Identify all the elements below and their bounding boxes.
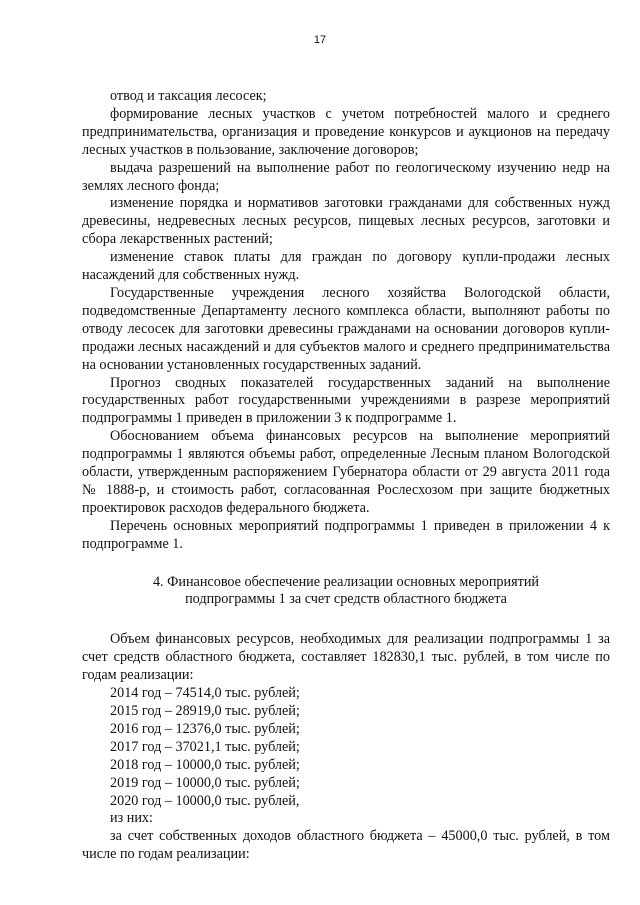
- section-heading-line-1: 4. Финансовое обеспечение реализации основных мероприятий: [152, 573, 540, 590]
- section-heading: [82, 574, 610, 610]
- paragraph-own-revenue: за счет собственных доходов областного бюджета – 45000,0 тыс. рублей, в том числе по годам реализации:: [82, 828, 610, 863]
- paragraph-measures-list: Перечень основных мероприятий подпрограммы 1 приведен в приложении 4 к подпрограмме 1.: [82, 517, 610, 552]
- paragraph-harvest-norms: изменение порядка и нормативов заготовки гражданами для собственных нужд древесины, недревесных лесных ресурсов, пищевых лесных ресурсов, заготовки и сбора лекарственных растений;: [82, 195, 610, 248]
- page-content: [82, 88, 610, 864]
- paragraph-state-institutions: Государственные учреждения лесного хозяйства Вологодской области, подведомственные Департаменту лесного комплекса области, выполняют работы по отводу лесосек для заготовки древесины гражданами на основании договоров купли-продажи лесных насаждений и для субъектов малого и среднего предпринимательства на основании установленных государственных заданий.: [82, 284, 610, 373]
- paragraph-justification: Обоснованием объема финансовых ресурсов на выполнение мероприятий подпрограммы 1 являются объемы работ, определенные Лесным планом Вологодской области, утвержденным распоряжением Губернатора области от 29 августа 2011 года № 1888-р, и стоимость работ, согласованная Рослесхозом при защите бюджетных проектировок расходов федерального бюджета.: [82, 428, 610, 516]
- page-number: 17: [313, 34, 327, 46]
- year-item-2015: 2015 год – 28919,0 тыс. рублей;: [110, 703, 300, 719]
- paragraph-lesosek: отвод и таксация лесосек;: [110, 88, 267, 104]
- year-item-2019: 2019 год – 10000,0 тыс. рублей;: [110, 774, 300, 791]
- of-them-label: из них:: [110, 810, 153, 827]
- year-item-2020: 2020 год – 10000,0 тыс. рублей,: [110, 792, 300, 809]
- year-item-2014: 2014 год – 74514,0 тыс. рублей;: [110, 685, 300, 702]
- year-item-2016: 2016 год – 12376,0 тыс. рублей;: [110, 720, 300, 737]
- years-list: [82, 685, 610, 828]
- section-heading-line-2: подпрограммы 1 за счет средств областного бюджета: [185, 591, 507, 608]
- paragraph-payment-rates: изменение ставок платы для граждан по договору купли-продажи лесных насаждений для собственных нужд.: [82, 249, 610, 284]
- paragraph-forming-plots: формирование лесных участков с учетом потребностей малого и среднего предпринимательства, организация и проведение конкурсов и аукционов на передачу лесных участков в пользование, заключение договоров;: [82, 105, 610, 158]
- year-item-2018: 2018 год – 10000,0 тыс. рублей;: [110, 756, 300, 773]
- paragraph-finance-intro: Объем финансовых ресурсов, необходимых для реализации подпрограммы 1 за счет средств областного бюджета, составляет 182830,1 тыс. рублей, в том числе по годам реализации:: [82, 631, 610, 684]
- paragraph-forecast: Прогноз сводных показателей государственных заданий на выполнение государственных работ государственными учреждениями в разрезе мероприятий подпрограммы 1 приведен в приложении 3 к подпрограмме 1.: [82, 374, 610, 427]
- paragraph-geology-permits: выдача разрешений на выполнение работ по геологическому изучению недр на землях лесного фонда;: [82, 159, 610, 194]
- year-item-2017: 2017 год – 37021,1 тыс. рублей;: [110, 738, 300, 755]
